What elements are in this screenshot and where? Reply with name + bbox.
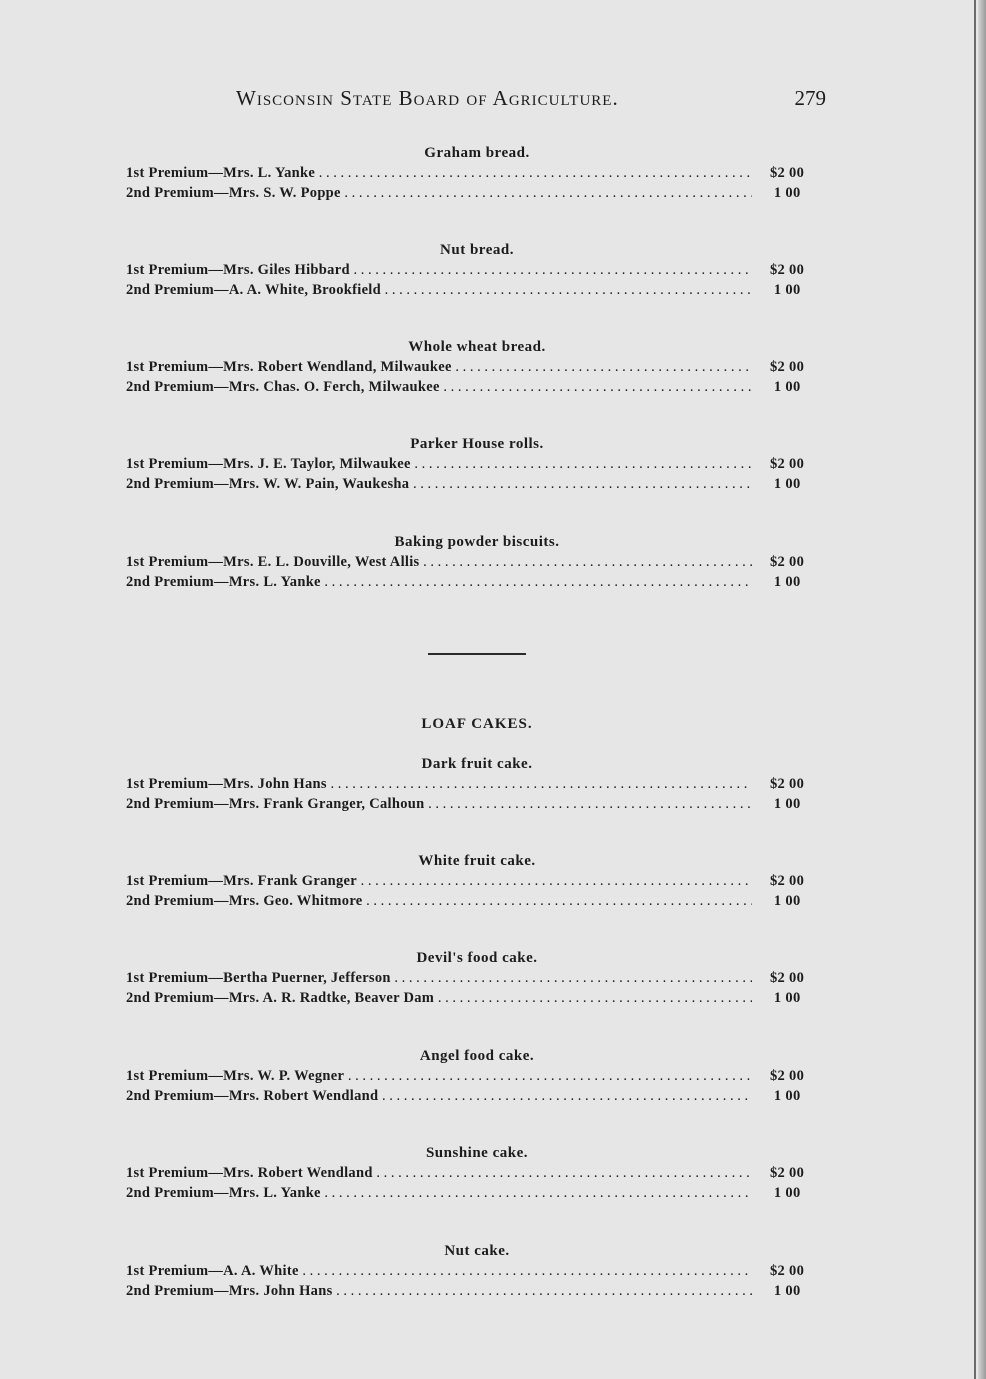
section-sunshine-cake [126,1143,828,1203]
prize-row [126,1183,828,1203]
prize-row [126,968,828,988]
page-edge [978,0,986,1379]
prize-row [126,1086,828,1106]
prize-row [126,260,828,280]
section-title: Parker House rolls. [410,436,544,452]
section-white-fruit-cake [126,851,828,911]
prize-label: 1st Premium—A. A. White . . . [126,1261,752,1281]
prize-amount: 1 00 [770,1185,801,1201]
section-title: Sunshine cake. [425,1145,529,1161]
section-devils-food-cake [126,948,828,1008]
section-baking-powder-biscuits [126,532,828,592]
prize-row [126,474,828,494]
prize-amount: $2 00 [770,1165,805,1181]
prize-label: 2nd Premium—Mrs. S. W. Poppe . . . [126,183,752,203]
loaf-cakes-heading: LOAF CAKES. [421,716,533,732]
prize-row [126,357,828,377]
prize-row [126,871,828,891]
prize-row [126,163,828,183]
prize-label: 2nd Premium—Mrs. W. W. Pain, Waukesha . . . [126,474,752,494]
prize-label: 1st Premium—Mrs. Frank Granger . . . [126,871,752,891]
prize-amount: 1 00 [770,574,801,590]
section-title: Devil's food cake. [416,950,538,966]
prize-amount: 1 00 [770,1283,801,1299]
prize-row [126,1281,828,1301]
prize-label: 2nd Premium—Mrs. Geo. Whitmore . . . [126,891,752,911]
prize-amount: $2 00 [770,1068,805,1084]
section-divider-rule [428,653,526,655]
prize-label: 2nd Premium—A. A. White, Brookfield . . . [126,280,752,300]
prize-label: 1st Premium—Mrs. Robert Wendland . . . [126,1163,752,1183]
prize-amount: $2 00 [770,970,805,986]
prize-row [126,891,828,911]
section-dark-fruit-cake [126,754,828,814]
prize-amount: $2 00 [770,165,805,181]
prize-label: 1st Premium—Mrs. Giles Hibbard . . . [126,260,752,280]
prize-amount: $2 00 [770,456,805,472]
section-nut-cake [126,1241,828,1301]
section-title: Angel food cake. [419,1048,535,1064]
section-nut-bread [126,240,828,300]
prize-row [126,1066,828,1086]
page-gutter-line [974,0,976,1379]
prize-label: 1st Premium—Mrs. E. L. Douville, West Allis . . . [126,552,752,572]
page-number: 279 [794,86,826,110]
prize-label: 2nd Premium—Mrs. L. Yanke . . . [126,572,752,592]
prize-row [126,377,828,397]
prize-amount: 1 00 [770,476,801,492]
prize-label: 1st Premium—Mrs. J. E. Taylor, Milwaukee . . . [126,454,752,474]
prize-amount: 1 00 [770,990,801,1006]
prize-label: 1st Premium—Bertha Puerner, Jefferson . . . [126,968,752,988]
prize-row [126,552,828,572]
prize-amount: $2 00 [770,554,805,570]
prize-row [126,572,828,592]
prize-amount: 1 00 [770,893,801,909]
prize-amount: $2 00 [770,359,805,375]
prize-label: 1st Premium—Mrs. W. P. Wegner . . . [126,1066,752,1086]
prize-amount: 1 00 [770,796,801,812]
prize-row [126,1163,828,1183]
prize-label: 1st Premium—Mrs. L. Yanke . . . [126,163,752,183]
section-title: Baking powder biscuits. [394,534,560,550]
prize-label: 2nd Premium—Mrs. L. Yanke . . . [126,1183,752,1203]
prize-label: 1st Premium—Mrs. Robert Wendland, Milwaukee . . . [126,357,752,377]
prize-amount: 1 00 [770,185,801,201]
prize-row [126,774,828,794]
section-title: Graham bread. [424,145,530,161]
section-title: White fruit cake. [418,853,536,869]
prize-amount: $2 00 [770,262,805,278]
running-head [236,86,826,116]
prize-label: 2nd Premium—Mrs. Frank Granger, Calhoun . . . [126,794,752,814]
prize-amount: 1 00 [770,379,801,395]
section-title: Whole wheat bread. [408,339,546,355]
prize-amount: 1 00 [770,282,801,298]
prize-amount: $2 00 [770,1263,805,1279]
prize-row [126,1261,828,1281]
prize-label: 2nd Premium—Mrs. Robert Wendland . . . [126,1086,752,1106]
prize-row [126,183,828,203]
section-whole-wheat-bread [126,337,828,397]
section-title: Nut bread. [440,242,514,258]
prize-label: 2nd Premium—Mrs. A. R. Radtke, Beaver Dam . . . [126,988,752,1008]
prize-amount: $2 00 [770,873,805,889]
prize-row [126,988,828,1008]
section-angel-food-cake [126,1046,828,1106]
prize-label: 2nd Premium—Mrs. Chas. O. Ferch, Milwaukee . . . [126,377,752,397]
section-title: Nut cake. [444,1243,510,1259]
prize-label: 1st Premium—Mrs. John Hans . . . [126,774,752,794]
prize-row [126,280,828,300]
section-parker-house-rolls [126,434,828,494]
prize-row [126,794,828,814]
section-graham-bread [126,143,828,203]
prize-amount: $2 00 [770,776,805,792]
prize-label: 2nd Premium—Mrs. John Hans . . . [126,1281,752,1301]
prize-row [126,454,828,474]
section-title: Dark fruit cake. [421,756,533,772]
prize-amount: 1 00 [770,1088,801,1104]
journal-title: Wisconsin State Board of Agriculture. [236,86,619,110]
